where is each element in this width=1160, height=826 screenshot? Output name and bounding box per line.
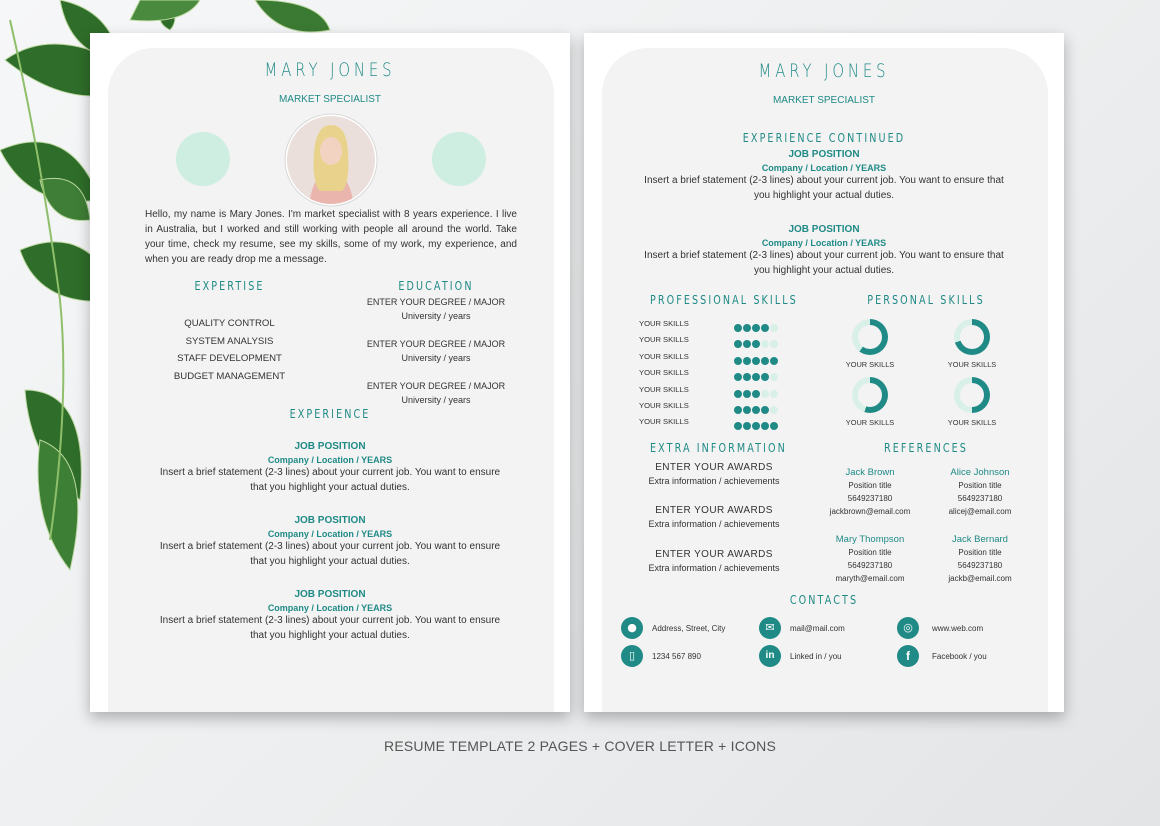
personal-skill xyxy=(834,319,904,377)
skill-label: YOUR SKILLS xyxy=(947,418,997,427)
rating-dot xyxy=(761,324,769,332)
rating-dot xyxy=(743,357,751,365)
facebook-icon: f xyxy=(897,645,919,667)
rating-dot xyxy=(770,340,778,348)
experience-continued-heading: EXPERIENCE CONTINUED xyxy=(742,131,906,145)
skill-label: YOUR SKILLS xyxy=(639,368,689,378)
award-title: ENTER YOUR AWARDS xyxy=(655,549,773,560)
rating-dot xyxy=(752,373,760,381)
location-pin-icon: ● xyxy=(621,617,643,639)
professional-skill-row xyxy=(639,335,799,347)
award-entry xyxy=(624,505,804,529)
education-degree: ENTER YOUR DEGREE / MAJOR xyxy=(366,297,506,307)
job-description: that you highlight your actual duties. xyxy=(250,482,410,493)
rating-dot xyxy=(752,357,760,365)
rating-dot xyxy=(734,373,742,381)
skill-label: YOUR SKILLS xyxy=(639,401,689,410)
education-school: University / years xyxy=(401,311,471,321)
contact-facebook[interactable]: Facebook / you xyxy=(932,652,987,661)
rating-dot xyxy=(743,324,751,332)
promo-caption: RESUME TEMPLATE 2 PAGES + COVER LETTER + ICONS xyxy=(384,738,776,754)
expertise-item: QUALITY CONTROL xyxy=(184,318,275,329)
mail-icon: ✉ xyxy=(759,617,781,639)
reference-phone: 5649237180 xyxy=(957,561,1003,570)
personal-skill xyxy=(936,319,1006,377)
reference-position: Position title xyxy=(848,548,892,557)
rating-dot xyxy=(743,406,751,414)
job-title: JOB POSITION xyxy=(294,441,366,452)
reference-card xyxy=(925,466,1035,518)
job-description: that you highlight your actual duties. xyxy=(250,630,410,641)
resume-page-1 xyxy=(90,33,570,712)
globe-icon: ◎ xyxy=(897,617,919,639)
job-description: Insert a brief statement (2-3 lines) about your current job. You want to ensure xyxy=(159,541,501,552)
rating-dot xyxy=(761,373,769,381)
extra-information-heading: EXTRA INFORMATION xyxy=(650,441,787,455)
job-description: Insert a brief statement (2-3 lines) about your current job. You want to ensure that xyxy=(644,250,1004,261)
skill-rating xyxy=(734,368,779,386)
intro-paragraph: Hello, my name is Mary Jones. I'm market specialist with 8 years experience. I live in Australia, but I worked and still working with people all around the world. Take your time, check my resume, see my skills, some of my work, my experience, and when you are ready drop me a message. xyxy=(145,209,517,265)
skill-donut xyxy=(852,377,888,413)
left-accent-circle xyxy=(176,132,230,186)
job-description: Insert a brief statement (2-3 lines) about your current job. You want to ensure that xyxy=(644,175,1004,186)
award-entry xyxy=(624,549,804,573)
skill-rating xyxy=(734,319,779,337)
profile-photo xyxy=(284,113,378,207)
professional-skill-row xyxy=(639,368,799,380)
rating-dot xyxy=(770,406,778,414)
skill-label: YOUR SKILLS xyxy=(639,319,689,328)
reference-email: jackb@email.com xyxy=(948,574,1012,583)
expertise-item: STAFF DEVELOPMENT xyxy=(177,353,282,364)
job-description: that you highlight your actual duties. xyxy=(250,556,410,567)
skill-label: YOUR SKILLS xyxy=(639,384,689,394)
reference-card xyxy=(815,533,925,585)
reference-email: maryth@email.com xyxy=(835,574,905,583)
contact-address: Address, Street, City xyxy=(652,624,726,633)
professional-skills-heading: PROFESSIONAL SKILLS xyxy=(650,293,798,307)
job-company: Company / Location / YEARS xyxy=(267,603,393,613)
education-degree: ENTER YOUR DEGREE / MAJOR xyxy=(366,339,506,349)
rating-dot xyxy=(734,324,742,332)
rating-dot xyxy=(752,324,760,332)
personal-skill xyxy=(936,377,1006,435)
award-subtitle: Extra information / achievements xyxy=(648,519,780,529)
experience-entry xyxy=(130,589,530,643)
contact-website[interactable]: www.web.com xyxy=(932,624,984,633)
reference-card xyxy=(925,533,1035,585)
rating-dot xyxy=(770,422,778,430)
reference-name: Mary Thompson xyxy=(835,534,905,545)
reference-position: Position title xyxy=(958,481,1002,490)
skill-donut xyxy=(852,319,888,355)
education-degree: ENTER YOUR DEGREE / MAJOR xyxy=(366,381,506,391)
rating-dot xyxy=(752,406,760,414)
resume-page-2 xyxy=(584,33,1064,712)
references-heading: REFERENCES xyxy=(884,441,968,455)
rating-dot xyxy=(752,340,760,348)
rating-dot xyxy=(734,357,742,365)
job-description: you highlight your actual duties. xyxy=(753,190,895,201)
skill-label: YOUR SKILLS xyxy=(639,335,689,345)
reference-phone: 5649237180 xyxy=(847,494,893,503)
skill-label: YOUR SKILLS xyxy=(947,360,997,369)
reference-email: alicej@email.com xyxy=(948,507,1012,516)
education-heading: EDUCATION xyxy=(398,279,474,293)
reference-position: Position title xyxy=(848,481,892,490)
contact-linkedin[interactable]: Linked in / you xyxy=(790,652,842,661)
experience-entry xyxy=(624,224,1024,278)
rating-dot xyxy=(761,406,769,414)
skill-label: YOUR SKILLS xyxy=(845,418,895,427)
skill-rating xyxy=(734,385,779,403)
personal-skills-grid xyxy=(834,319,1034,439)
rating-dot xyxy=(734,390,742,398)
rating-dot xyxy=(752,390,760,398)
right-accent-circle xyxy=(432,132,486,186)
reference-phone: 5649237180 xyxy=(957,494,1003,503)
personal-skills-heading: PERSONAL SKILLS xyxy=(867,293,985,307)
skill-rating xyxy=(734,352,779,370)
skill-label: YOUR SKILLS xyxy=(639,351,689,361)
phone-icon: ▯ xyxy=(621,645,643,667)
contact-phone: 1234 567 890 xyxy=(652,652,701,661)
job-company: Company / Location / YEARS xyxy=(267,529,393,539)
job-company: Company / Location / YEARS xyxy=(267,455,393,465)
job-description: Insert a brief statement (2-3 lines) about your current job. You want to ensure xyxy=(159,615,501,626)
skill-label: YOUR SKILLS xyxy=(845,360,895,369)
job-title: JOB POSITION xyxy=(788,224,860,235)
reference-name: Jack Brown xyxy=(845,467,895,478)
job-title: JOB POSITION xyxy=(788,149,860,160)
award-subtitle: Extra information / achievements xyxy=(648,476,780,486)
rating-dot xyxy=(752,422,760,430)
skill-rating xyxy=(734,401,779,419)
professional-skill-row xyxy=(639,401,799,413)
job-description: you highlight your actual duties. xyxy=(753,265,895,276)
rating-dot xyxy=(761,390,769,398)
expertise-item: BUDGET MANAGEMENT xyxy=(173,371,286,382)
resume-role: MARKET SPECIALIST xyxy=(278,94,382,105)
experience-entry xyxy=(624,149,1024,203)
rating-dot xyxy=(770,373,778,381)
skill-donut xyxy=(954,377,990,413)
rating-dot xyxy=(761,340,769,348)
award-title: ENTER YOUR AWARDS xyxy=(655,462,773,473)
skill-donut xyxy=(954,319,990,355)
reference-email: jackbrown@email.com xyxy=(829,507,911,516)
rating-dot xyxy=(743,340,751,348)
professional-skill-row xyxy=(639,319,799,331)
experience-entry xyxy=(130,441,530,495)
rating-dot xyxy=(761,357,769,365)
job-title: JOB POSITION xyxy=(294,515,366,526)
reference-name: Jack Bernard xyxy=(952,534,1008,545)
rating-dot xyxy=(734,406,742,414)
award-entry xyxy=(624,462,804,486)
skill-label: YOUR SKILLS xyxy=(639,417,689,427)
resume-role: MARKET SPECIALIST xyxy=(772,95,876,106)
resume-name: MARY JONES xyxy=(758,60,890,82)
expertise-item: SYSTEM ANALYSIS xyxy=(185,336,274,347)
award-subtitle: Extra information / achievements xyxy=(648,563,780,573)
job-company: Company / Location / YEARS xyxy=(761,163,887,173)
rating-dot xyxy=(734,422,742,430)
reference-name: Alice Johnson xyxy=(950,467,1010,478)
job-title: JOB POSITION xyxy=(294,589,366,600)
rating-dot xyxy=(743,390,751,398)
professional-skill-row xyxy=(639,417,799,429)
education-school: University / years xyxy=(401,395,471,405)
resume-name: MARY JONES xyxy=(264,59,396,81)
education-school: University / years xyxy=(401,353,471,363)
award-title: ENTER YOUR AWARDS xyxy=(655,505,773,516)
personal-skill xyxy=(834,377,904,435)
rating-dot xyxy=(743,422,751,430)
skill-rating xyxy=(734,417,779,435)
reference-phone: 5649237180 xyxy=(847,561,893,570)
professional-skill-row xyxy=(639,385,799,397)
rating-dot xyxy=(734,340,742,348)
job-description: Insert a brief statement (2-3 lines) about your current job. You want to ensure xyxy=(159,467,501,478)
experience-entry xyxy=(130,515,530,569)
rating-dot xyxy=(761,422,769,430)
job-company: Company / Location / YEARS xyxy=(761,238,887,248)
rating-dot xyxy=(770,324,778,332)
expertise-heading: EXPERTISE xyxy=(194,279,265,293)
reference-position: Position title xyxy=(958,548,1002,557)
experience-heading: EXPERIENCE xyxy=(289,407,371,421)
reference-card xyxy=(815,466,925,518)
skill-rating xyxy=(734,335,779,353)
contacts-heading: CONTACTS xyxy=(789,593,859,607)
rating-dot xyxy=(743,373,751,381)
rating-dot xyxy=(770,390,778,398)
linkedin-icon: in xyxy=(759,645,781,667)
professional-skill-row xyxy=(639,352,799,364)
rating-dot xyxy=(770,357,778,365)
contact-email[interactable]: mail@mail.com xyxy=(790,624,845,633)
